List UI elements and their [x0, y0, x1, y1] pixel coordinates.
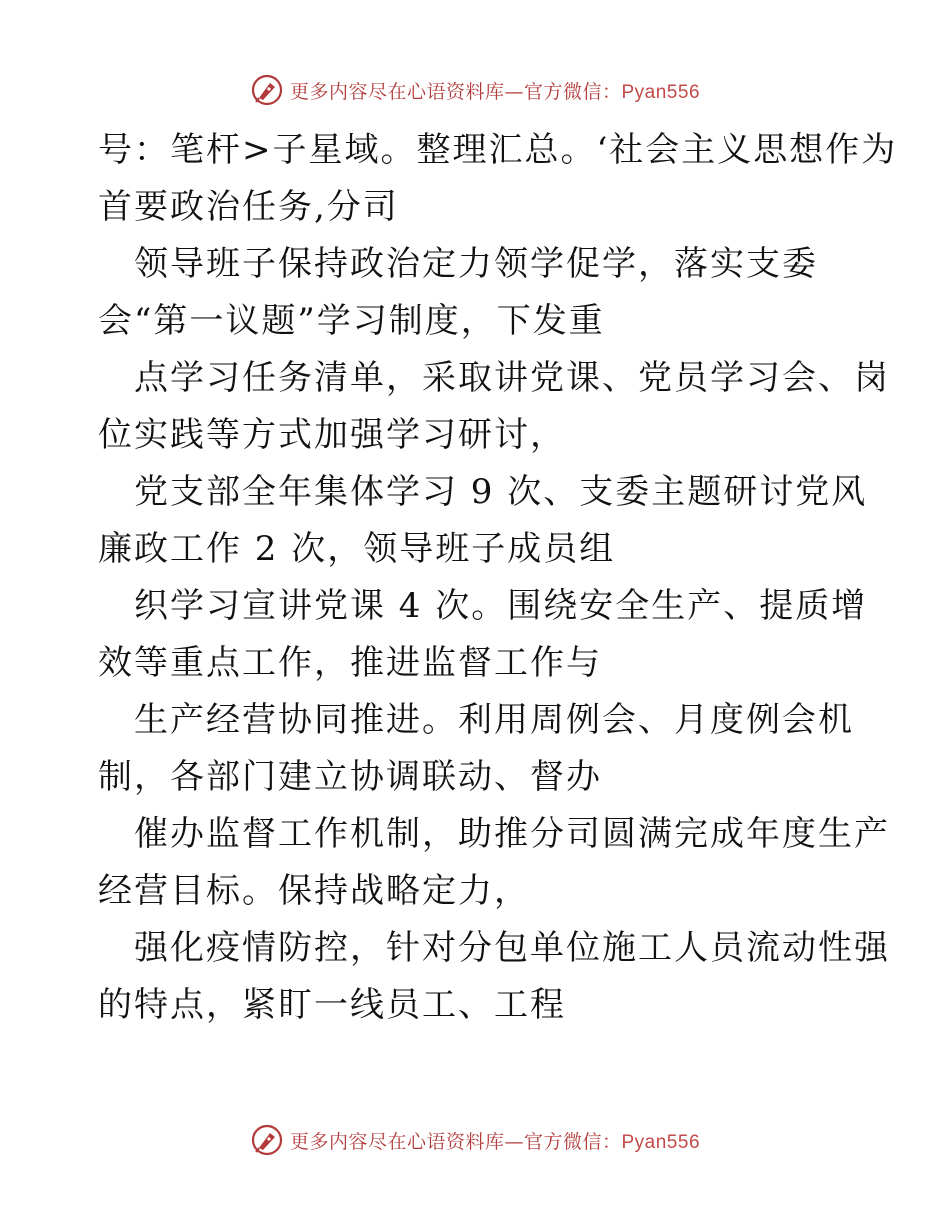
- text-line: 经营目标。保持战略定力，: [98, 871, 530, 911]
- text-line: 领导班子保持政治定力领学促学，落实支委: [134, 244, 818, 284]
- text-line: 织学习宣讲党课 4 次。围绕安全生产、提质增: [134, 586, 868, 626]
- text-line: 强化疫情防控，针对分包单位施工人员流动性强: [134, 928, 890, 968]
- text-line: 的特点，紧盯一线员工、工程: [98, 985, 566, 1025]
- text-line: 催办监督工作机制，助推分司圆满完成年度生产: [134, 814, 890, 854]
- banner-text: [290, 1127, 700, 1154]
- footer-banner: [0, 1120, 950, 1160]
- text-line: 制，各部门建立协调联动、督办: [98, 757, 602, 797]
- text-line: 位实践等方式加强学习研讨，: [98, 415, 566, 455]
- text-line: 点学习任务清单，采取讲党课、党员学习会、岗: [134, 358, 890, 398]
- pen-nib-circle-icon: [250, 73, 284, 107]
- text-line: 效等重点工作，推进监督工作与: [98, 643, 602, 683]
- banner-text: [290, 77, 700, 104]
- text-line: 会“第一议题”学习制度，下发重: [98, 301, 605, 341]
- text-line: 党支部全年集体学习 9 次、支委主题研讨党风: [134, 472, 868, 512]
- text-line: 首要政治任务,分司: [98, 187, 399, 227]
- header-banner: [0, 70, 950, 110]
- banner-label: 更多内容尽在心语资料库—官方微信：: [289, 1130, 622, 1153]
- text-line: 生产经营协同推进。利用周例会、月度例会机: [134, 700, 854, 740]
- text-line: 廉政工作 2 次，领导班子成员组: [98, 529, 616, 569]
- wechat-id: Pyan556: [621, 1131, 701, 1153]
- text-line: 号：笔杆>子星域。整理汇总。‘社会主义思想作为: [98, 130, 898, 170]
- document-body: [98, 122, 898, 1034]
- banner-label: 更多内容尽在心语资料库—官方微信：: [289, 80, 622, 103]
- pen-nib-circle-icon: [250, 1123, 284, 1157]
- wechat-id: Pyan556: [621, 81, 701, 103]
